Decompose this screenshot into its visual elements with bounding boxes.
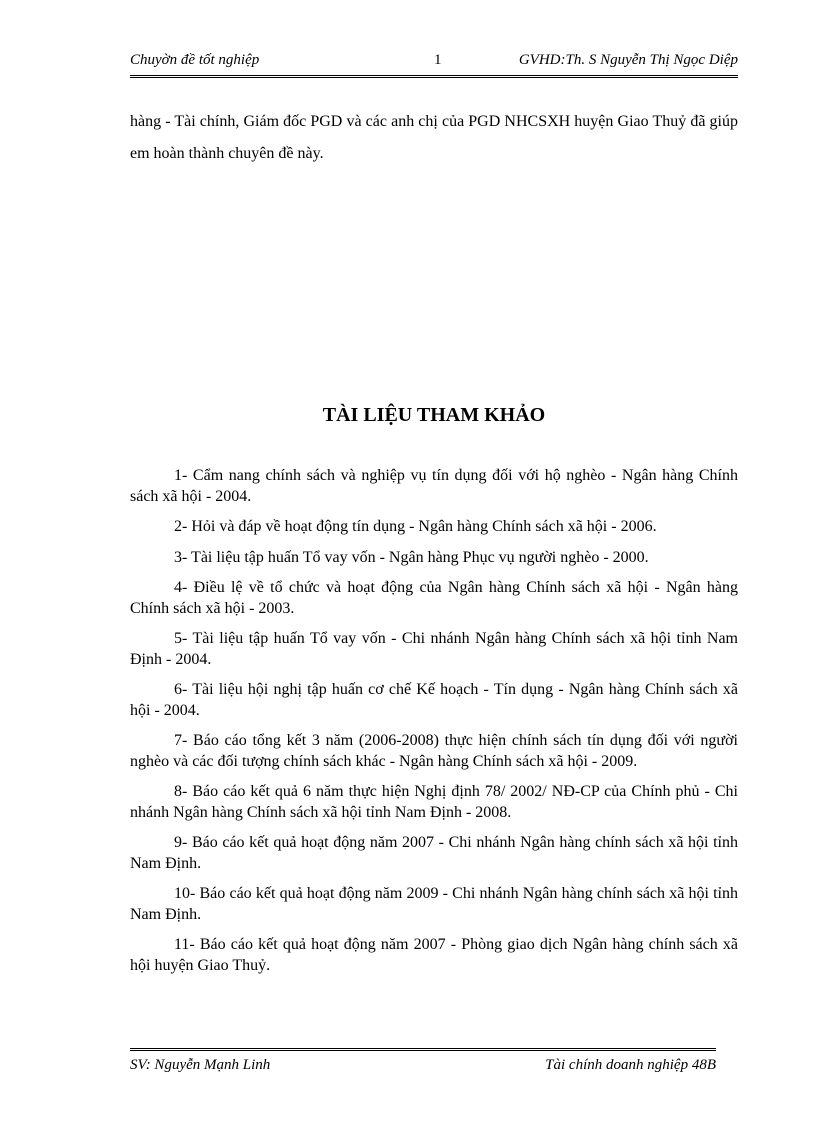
section-title: TÀI LIỆU THAM KHẢO	[322, 404, 546, 426]
reference-item: 1- Cẩm nang chính sách và nghiệp vụ tín dụng đối với hộ nghèo - Ngân hàng Chính sách xã hội - 2004.	[130, 467, 738, 505]
reference-item: 7- Báo cáo tổng kết 3 năm (2006-2008) thực hiện chính sách tín dụng đối với người nghèo và các đối tượng chính sách khác - Ngân hàng Chính sách xã hội - 2009.	[130, 732, 738, 770]
reference-item: 5- Tài liệu tập huấn Tổ vay vốn - Chi nhánh Ngân hàng Chính sách xã hội tỉnh Nam Định - 2004.	[130, 630, 738, 668]
page-header	[130, 52, 738, 78]
reference-item: 2- Hỏi và đáp về hoạt động tín dụng - Ngân hàng Chính sách xã hội - 2006.	[174, 518, 657, 535]
reference-item: 11- Báo cáo kết quả hoạt động năm 2007 - Phòng giao dịch Ngân hàng chính sách xã hội huyện Giao Thuỷ.	[130, 936, 738, 974]
reference-item: 9- Báo cáo kết quả hoạt động năm 2007 - Chi nhánh Ngân hàng chính sách xã hội tỉnh Nam Định.	[130, 834, 738, 872]
intro-paragraph: hàng - Tài chính, Giám đốc PGD và các anh chị của PGD NHCSXH huyện Giao Thuỷ đã giúp em hoàn thành chuyên đề này.	[130, 113, 738, 162]
reference-item: 4- Điều lệ về tổ chức và hoạt động của Ngân hàng Chính sách xã hội - Ngân hàng Chính sách xã hội - 2003.	[130, 579, 738, 617]
footer-right: Tài chính doanh nghiệp 48B	[545, 1057, 716, 1073]
reference-item: 6- Tài liệu hội nghị tập huấn cơ chế Kế hoạch - Tín dụng - Ngân hàng Chính sách xã hội - 2004.	[130, 681, 738, 719]
reference-list	[130, 466, 738, 986]
header-left: Chuyờn đề tốt nghiệp	[130, 52, 260, 68]
page-number: 1	[434, 52, 442, 68]
reference-item: 10- Báo cáo kết quả hoạt động năm 2009 - Chi nhánh Ngân hàng chính sách xã hội tỉnh Nam Định.	[130, 885, 738, 923]
page-footer	[130, 1048, 716, 1075]
reference-item: 3- Tài liệu tập huấn Tổ vay vốn - Ngân hàng Phục vụ người nghèo - 2000.	[174, 548, 649, 566]
footer-left: SV: Nguyễn Mạnh Linh	[130, 1057, 271, 1073]
reference-item: 8- Báo cáo kết quả 6 năm thực hiện Nghị định 78/ 2002/ NĐ-CP của Chính phủ - Chi nhánh Ngân hàng Chính sách xã hội tỉnh Nam Định - 2008.	[130, 783, 738, 821]
header-right: GVHD:Th. S Nguyễn Thị Ngọc Diệp	[518, 52, 738, 68]
